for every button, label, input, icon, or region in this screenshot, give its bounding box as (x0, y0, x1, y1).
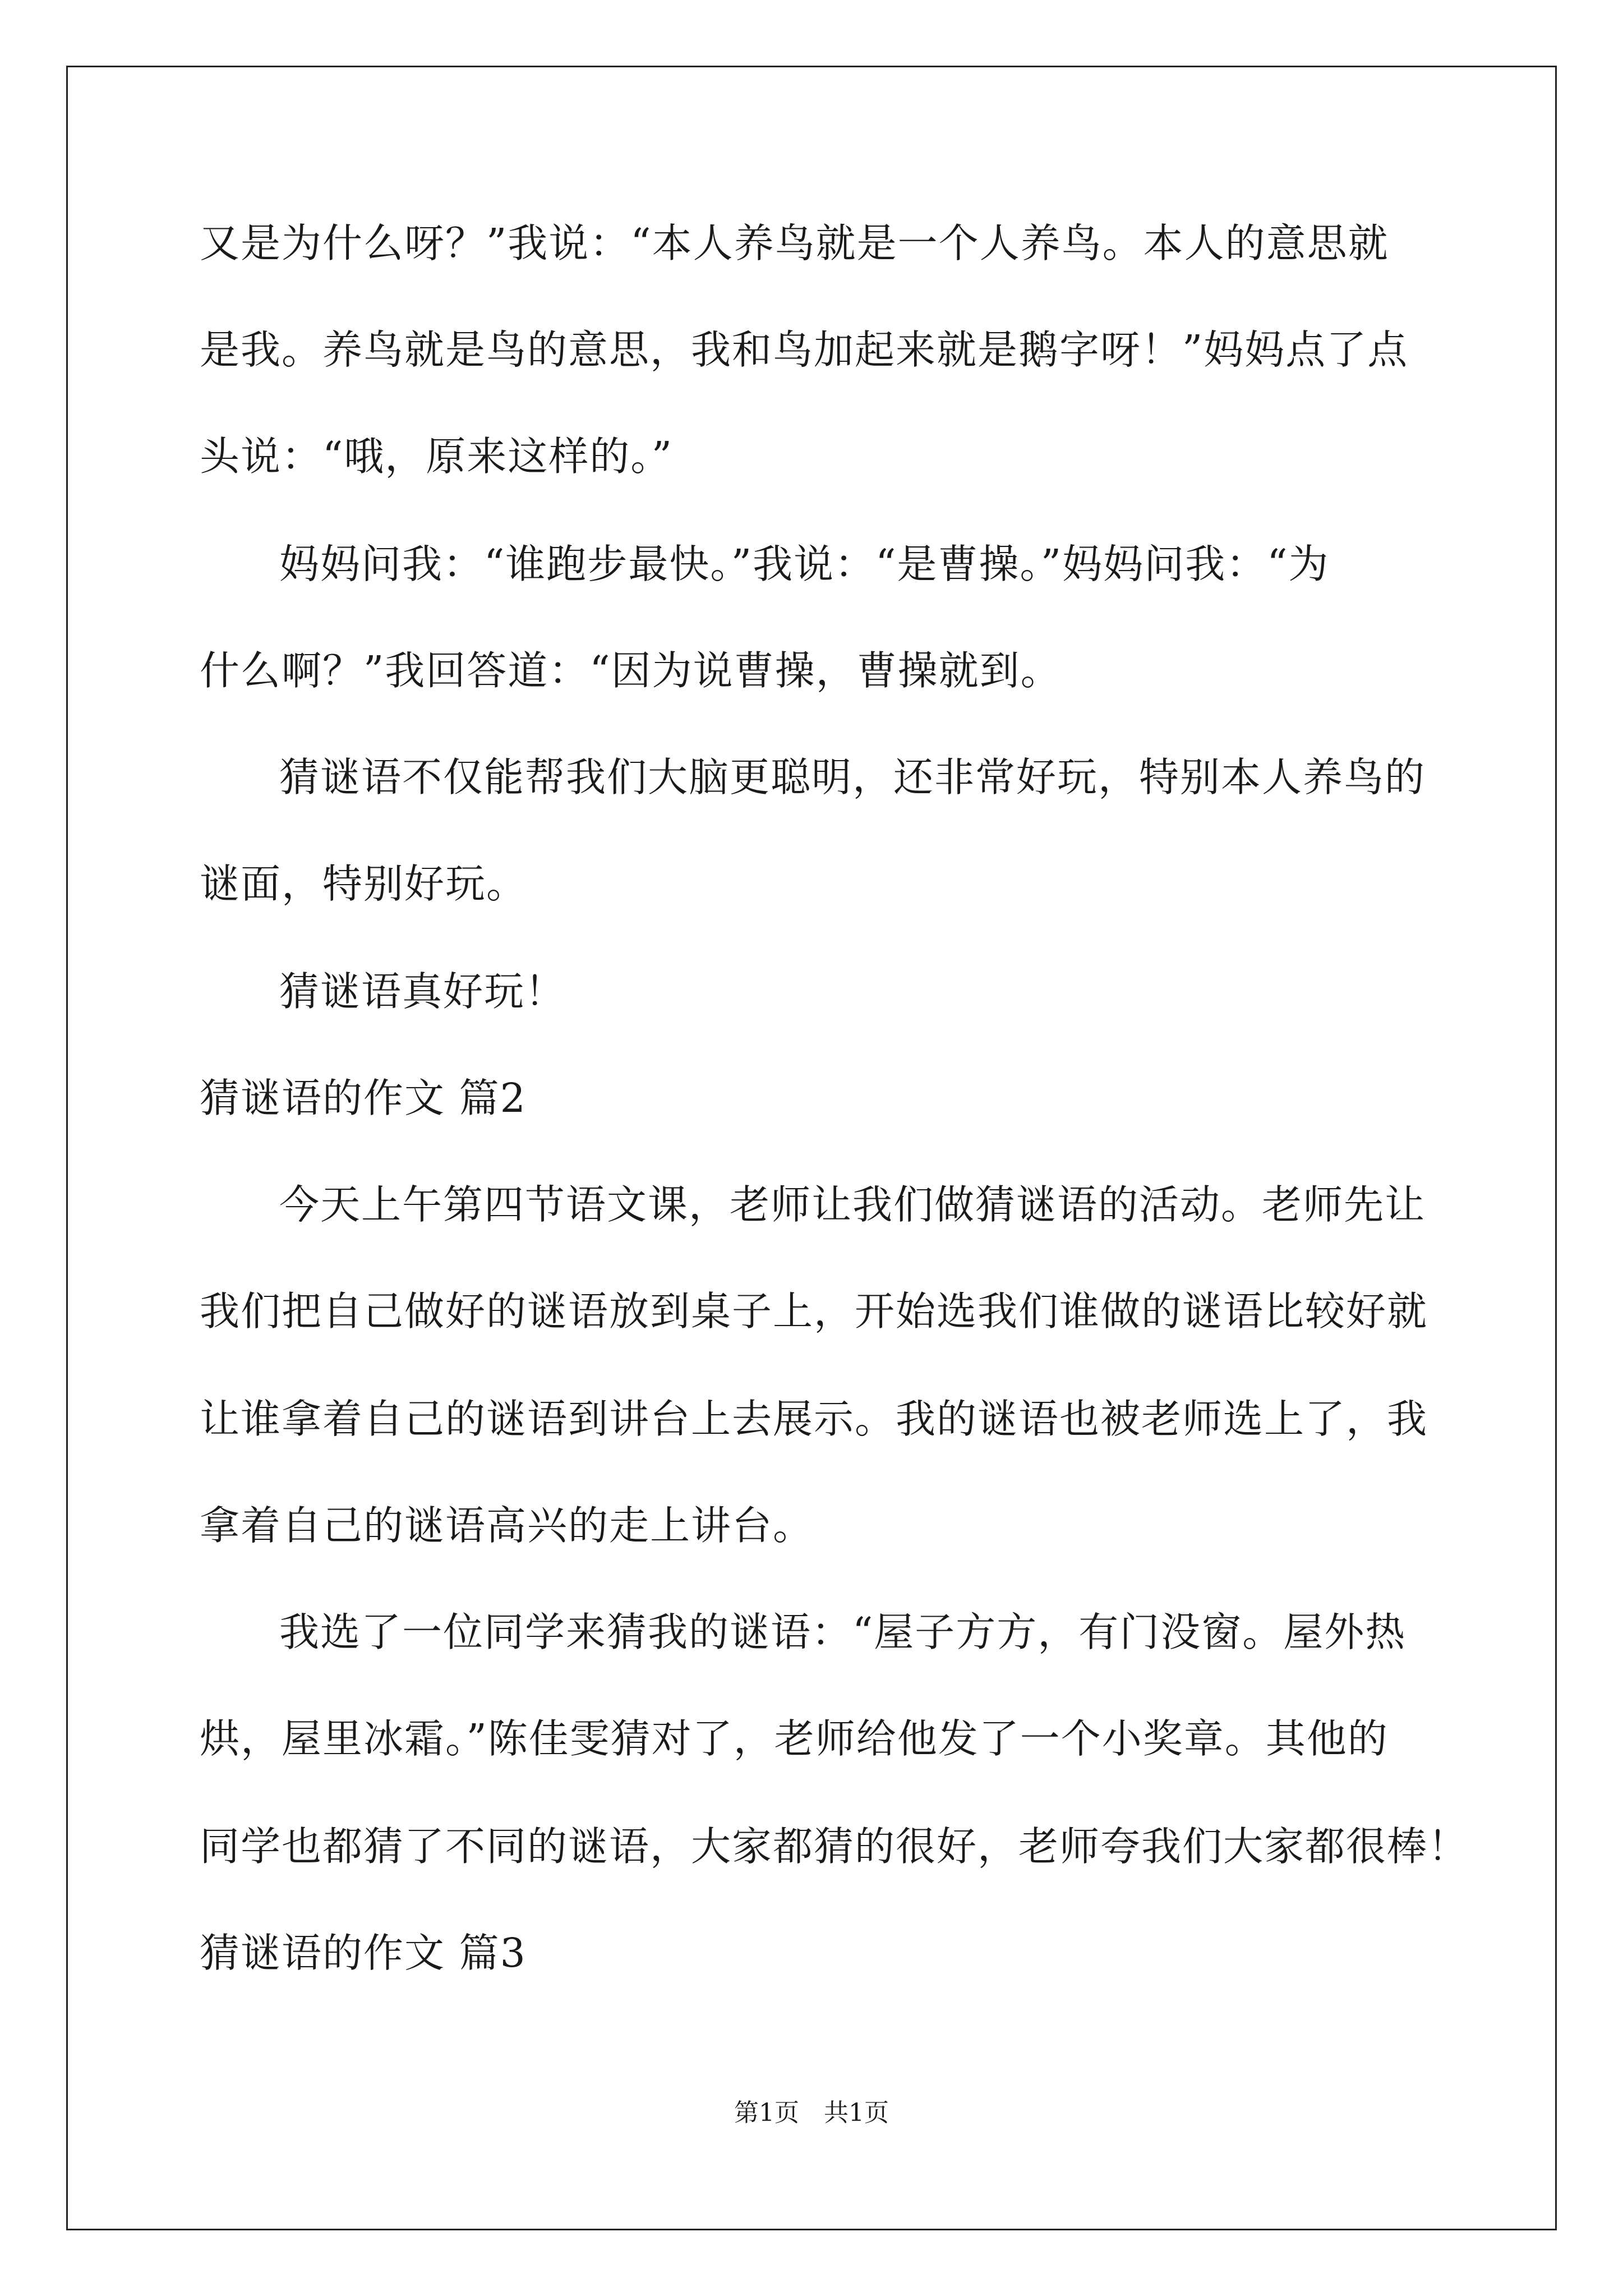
paragraph-start-line: 我选了一位同学来猜我的谜语：“屋子方方，有门没窗。屋外热 (279, 1609, 1407, 1655)
text-line: 是我。养鸟就是鸟的意思，我和鸟加起来就是鹅字呀！”妈妈点了点 (200, 326, 1409, 373)
paragraph-start-line: 猜谜语真好玩！ (279, 968, 566, 1015)
text-line: 我们把自己做好的谜语放到桌子上，开始选我们谁做的谜语比较好就 (200, 1288, 1428, 1335)
paragraph-start-line: 今天上午第四节语文课，老师让我们做猜谜语的活动。老师先让 (279, 1181, 1426, 1228)
section-heading: 猜谜语的作文 篇2 (200, 1075, 527, 1121)
text-line: 谜面，特别好玩。 (200, 861, 528, 907)
text-line: 又是为什么呀？”我说：“本人养鸟就是一个人养鸟。本人的意思就 (200, 220, 1389, 266)
section-heading: 猜谜语的作文 篇3 (200, 1930, 527, 1976)
text-line: 头说：“哦，原来这样的。” (200, 433, 674, 480)
page-border (66, 66, 1557, 2230)
text-line: 拿着自己的谜语高兴的走上讲台。 (200, 1502, 814, 1549)
text-line: 同学也都猜了不同的谜语，大家都猜的很好，老师夸我们大家都很棒！ (200, 1823, 1469, 1870)
text-line: 烘，屋里冰霜。”陈佳雯猜对了，老师给他发了一个小奖章。其他的 (200, 1715, 1389, 1762)
page-number-footer: 第1页 共1页 (734, 2099, 889, 2127)
text-line: 让谁拿着自己的谜语到讲台上去展示。我的谜语也被老师选上了，我 (200, 1396, 1428, 1442)
text-line: 什么啊？”我回答道：“因为说曹操，曹操就到。 (200, 647, 1062, 694)
paragraph-start-line: 妈妈问我：“谁跑步最快。”我说：“是曹操。”妈妈问我：“为 (279, 541, 1330, 587)
paragraph-start-line: 猜谜语不仅能帮我们大脑更聪明，还非常好玩，特别本人养鸟的 (279, 754, 1426, 800)
